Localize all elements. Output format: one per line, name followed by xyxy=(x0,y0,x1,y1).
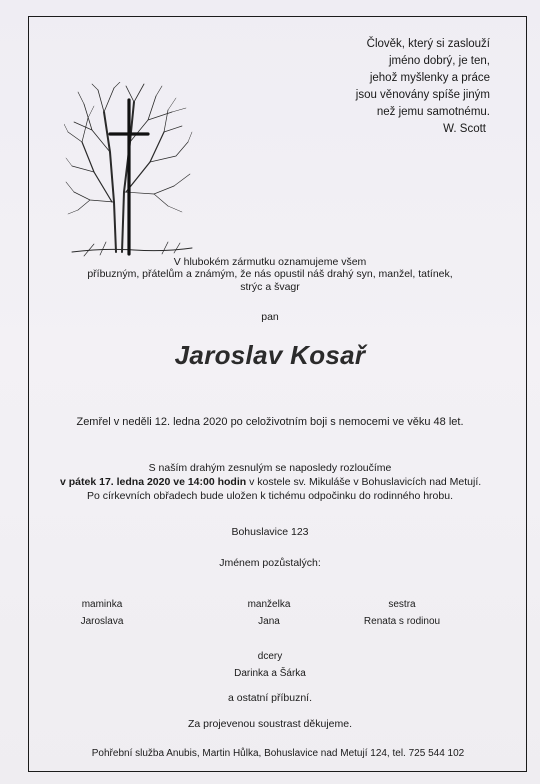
funeral-line: S naším drahým zesnulým se naposledy rozloučíme xyxy=(148,462,392,474)
tree-cross-illustration xyxy=(64,82,194,260)
on-behalf-heading: Jménem pozůstalých: xyxy=(219,557,321,569)
mourner-name: Jaroslava xyxy=(80,616,124,627)
mourner xyxy=(342,596,462,630)
intro-line: V hlubokém zármutku oznamujeme všem xyxy=(173,256,367,268)
intro-line: příbuzným, přátelům a známým, že nás opustil náš drahý syn, manžel, tatínek, xyxy=(87,268,453,280)
mourner-name: Jana xyxy=(258,616,280,627)
quote-line: než jemu samotnému. xyxy=(376,106,490,118)
footer-funeral-service: Pohřební služba Anubis, Martin Hůlka, Bohuslavice nad Metují 124, tel. 725 544 102 xyxy=(91,748,465,759)
funeral-datetime: v pátek 17. ledna 2020 ve 14:00 hodin xyxy=(60,476,247,488)
mourner-relation: manželka xyxy=(247,599,291,610)
mourner-relation: maminka xyxy=(81,599,123,610)
quote-block xyxy=(330,36,490,138)
quote-line: jméno dobrý, je ten, xyxy=(388,55,490,67)
mourner-name: Renata s rodinou xyxy=(363,616,441,627)
mourner-relation: dcery xyxy=(257,651,283,662)
mourner-relation: sestra xyxy=(388,599,416,610)
intro-line: strýc a švagr xyxy=(240,281,300,293)
quote-line: Člověk, který si zaslouží xyxy=(366,38,490,50)
death-line: Zemřel v neděli 12. ledna 2020 po celoživotním boji s nemocemi ve věku 48 let. xyxy=(76,416,464,428)
mourner xyxy=(42,596,162,630)
quote-line: jsou věnovány spíše jiným xyxy=(355,89,490,101)
mourner-name: Darinka a Šárka xyxy=(234,668,306,679)
thanks-line: Za projevenou soustrast děkujeme. xyxy=(187,718,352,730)
others-line: a ostatní příbuzní. xyxy=(227,692,313,704)
mourner xyxy=(209,596,329,630)
title-prefix: pan xyxy=(261,311,279,323)
funeral-line: Po církevních obřadech bude uložen k tichému odpočinku do rodinného hrobu. xyxy=(87,490,453,502)
funeral-place: v kostele sv. Mikuláše v Bohuslavicích nad Metují. xyxy=(246,476,482,488)
deceased-name: Jaroslav Kosař xyxy=(174,340,366,370)
quote-author: W. Scott xyxy=(443,123,486,135)
mourner xyxy=(210,648,330,682)
quote-line: jehož myšlenky a práce xyxy=(369,72,490,84)
address: Bohuslavice 123 xyxy=(231,526,309,538)
